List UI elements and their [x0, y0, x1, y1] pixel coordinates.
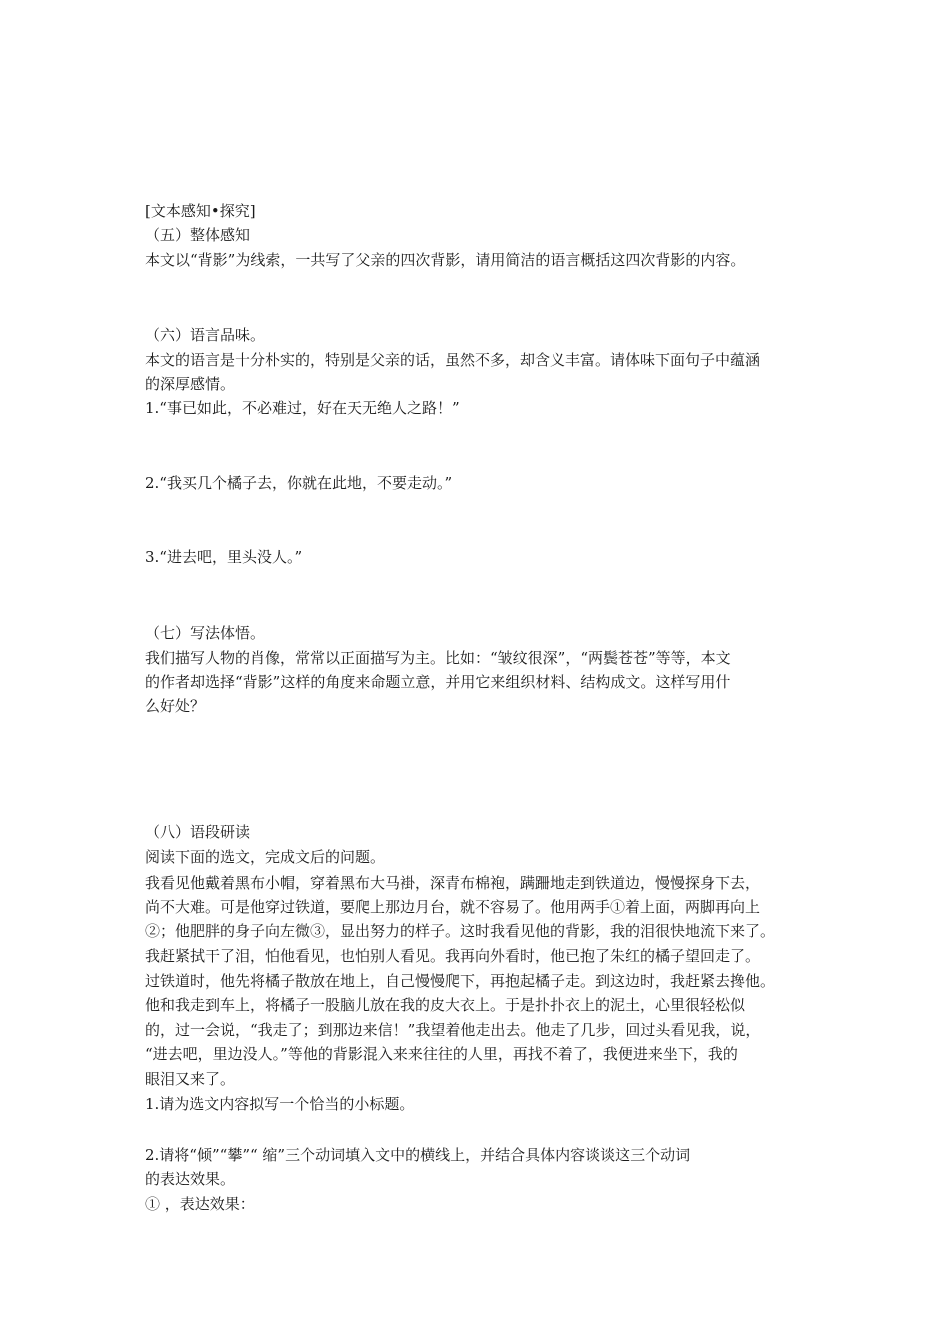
section-7-text: 我们描写人物的肖像，常常以正面描写为主。比如：“皱纹很深”，“两鬓苍苍”等等，本文 [145, 649, 731, 667]
section-6-text: 本文的语言是十分朴实的，特别是父亲的话，虽然不多，却含义丰富。请体味下面句子中蕴涵 [145, 351, 761, 369]
section-7-text: 的作者却选择“背影”这样的角度来命题立意，并用它来组织材料、结构成文。这样写用什 [145, 673, 731, 691]
passage-line: 我看见他戴着黑布小帽，穿着黑布大马褂，深青布棉袍，蹒跚地走到铁道边，慢慢探身下去， [145, 874, 761, 892]
section-6-text: 的深厚感情。 [145, 375, 236, 393]
passage-line: 尚不大难。可是他穿过铁道，要爬上那边月台，就不容易了。他用两手①着上面，两脚再向上 [145, 898, 761, 916]
section-8-instruction: 阅读下面的选文，完成文后的问题。 [145, 848, 386, 866]
section-8-question-2: 2.请将“倾”“攀”“ 缩”三个动词填入文中的横线上，并结合具体内容谈谈这三个动词 [145, 1146, 691, 1164]
section-6-question-2: 2.“我买几个橘子去，你就在此地，不要走动。” [145, 474, 453, 492]
section-7-title: （七）写法体悟。 [145, 624, 266, 642]
section-6-question-3: 3.“进去吧，里头没人。” [145, 548, 303, 566]
passage-line: 我赶紧拭干了泪，怕他看见，也怕别人看见。我再向外看时，他已抱了朱红的橘子望回走了。 [145, 947, 761, 965]
passage-line: 眼泪又来了。 [145, 1070, 236, 1088]
section-5-title: （五）整体感知 [145, 226, 251, 244]
passage-line: 他和我走到车上，将橘子一股脑儿放在我的皮大衣上。于是扑扑衣上的泥土，心里很轻松似 [145, 996, 746, 1014]
section-6-title: （六）语言品味。 [145, 326, 266, 344]
passage-line: “进去吧，里边没人。”等他的背影混入来来往往的人里，再找不着了，我便进来坐下，我的 [145, 1045, 738, 1063]
section-7-text: 么好处？ [145, 697, 206, 715]
section-8-question-2: 的表达效果。 [145, 1170, 236, 1188]
section-5-text: 本文以“背影”为线索，一共写了父亲的四次背影，请用简洁的语言概括这四次背影的内容。 [145, 251, 746, 269]
passage-line: 过铁道时，他先将橘子散放在地上，自己慢慢爬下，再抱起橘子走。到这边时，我赶紧去搀他。 [145, 972, 776, 990]
section-6-question-1: 1.“事已如此，不必难过，好在天无绝人之路！” [145, 399, 460, 417]
passage-line: 的，过一会说，“我走了；到那边来信！”我望着他走出去。他走了几步，回过头看见我，说， [145, 1021, 761, 1039]
section-8-title: （八）语段研读 [145, 823, 251, 841]
section-8-question-1: 1.请为选文内容拟写一个恰当的小标题。 [145, 1095, 415, 1113]
passage-line: ②；他肥胖的身子向左微③，显出努力的样子。这时我看见他的背影，我的泪很快地流下来了。 [145, 922, 776, 940]
header-label: [文本感知•探究] [145, 202, 256, 220]
answer-line-1: ① ，表达效果： [145, 1195, 255, 1213]
